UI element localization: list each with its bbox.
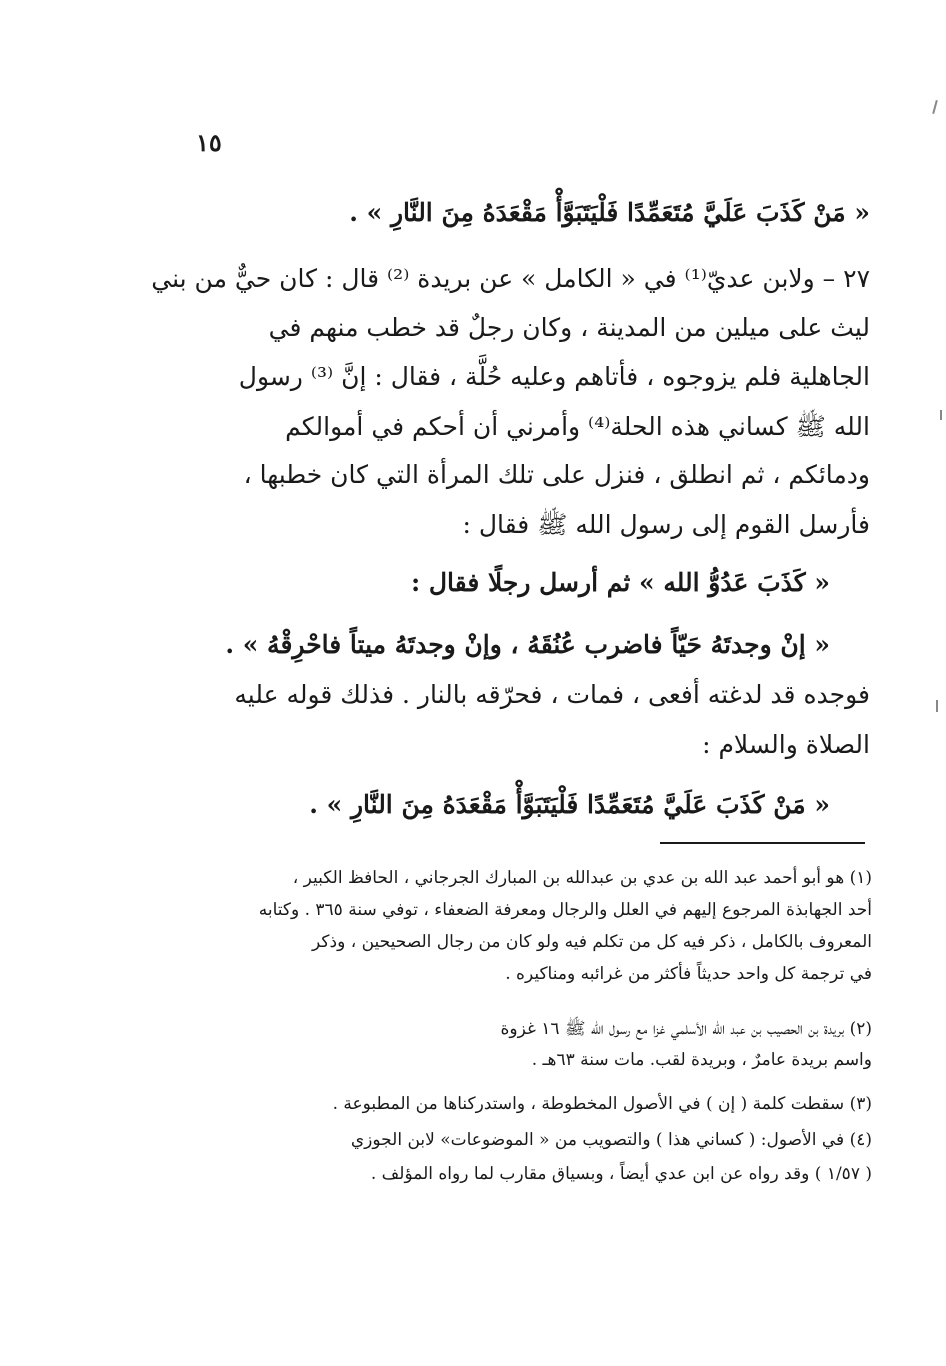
scan-mark xyxy=(936,700,938,712)
text-line: ودمائكم ، ثم انطلق ، فنزل على تلك المرأة التي كان خطبها ، xyxy=(243,460,870,489)
footnote-separator xyxy=(660,842,865,844)
footnote-2-line: (٢) بريدة بن الحصيب بن عبد الله الأسلمي غزا مع رسول الله ﷺ ١٦ غزوة xyxy=(500,1019,872,1039)
page-number: ١٥ xyxy=(196,128,222,157)
footnote-3-line: (٣) سقطت كلمة ( إن ) في الأصول المخطوطة ، واستدركناها من المطبوعة . xyxy=(332,1094,872,1114)
text-line: الجاهلية فلم يزوجوه ، فأتاهم وعليه حُلَّة ، فقال : إنَّ ⁽³⁾ رسول xyxy=(238,362,870,391)
text-line: ليث على ميلين من المدينة ، وكان رجلٌ قد خطب منهم في xyxy=(268,313,870,342)
hadith-line: « مَنْ كَذَبَ عَلَيَّ مُتَعَمِّدًا فَلْيَتَبَوَّأْ مَقْعَدَهُ مِنَ النَّارِ » . xyxy=(309,790,830,819)
footnote-2-line: واسم بريدة عامرٌ ، وبريدة لقب. مات سنة ٦٣هـ . xyxy=(531,1050,872,1070)
footnote-4-line: (٤) في الأصول: ( كساني هذا ) والتصويب من « الموضوعات» لابن الجوزي xyxy=(350,1130,872,1150)
scan-mark xyxy=(932,100,938,114)
entry-27-line: ٢٧ – ولابن عديّ⁽¹⁾ في « الكامل » عن بريدة ⁽²⁾ قال : كان حيٌّ من بني xyxy=(151,264,870,293)
hadith-line: « مَنْ كَذَبَ عَلَيَّ مُتَعَمِّدًا فَلْيَتَبَوَّأْ مَقْعَدَهُ مِنَ النَّارِ » . xyxy=(349,198,870,227)
text-line: الله ﷺ كساني هذه الحلة⁽⁴⁾ وأمرني أن أحكم في أموالكم xyxy=(285,412,870,441)
footnote-4-line: ( ١/٥٧ ) وقد رواه عن ابن عدي أيضاً ، وبسياق مقارب لما رواه المؤلف . xyxy=(370,1164,872,1184)
footnote-1-line: المعروف بالكامل ، ذكر فيه كل من تكلم فيه ولو كان من رجال الصحيحين ، وذكر xyxy=(312,932,872,952)
text-line: فوجده قد لدغته أفعى ، فمات ، فحرّقه بالنار . فذلك قوله عليه xyxy=(234,680,870,709)
footnote-1-line: في ترجمة كل واحد حديثاً فأكثر من غرائبه ومناكيره . xyxy=(505,964,872,984)
quote-line: « كَذَبَ عَدُوُّ الله » ثم أرسل رجلًا فقال : xyxy=(410,568,830,597)
text-line: فأرسل القوم إلى رسول الله ﷺ فقال : xyxy=(462,510,870,539)
footnote-1-line: أحد الجهابذة المرجوع إليهم في العلل والرجال ومعرفة الضعفاء ، توفي سنة ٣٦٥ . وكتابه xyxy=(258,900,872,920)
scan-mark xyxy=(940,410,942,420)
footnote-1-line: (١) هو أبو أحمد عبد الله بن عدي بن عبدالله بن المبارك الجرجاني ، الحافظ الكبير ، xyxy=(292,868,872,888)
text-line: الصلاة والسلام : xyxy=(702,730,870,759)
quote-line: « إنْ وجدتَهُ حَيّاً فاضرب عُنُقَهُ ، وإنْ وجدتَهُ ميتاً فاحْرِقْهُ » . xyxy=(225,630,830,659)
